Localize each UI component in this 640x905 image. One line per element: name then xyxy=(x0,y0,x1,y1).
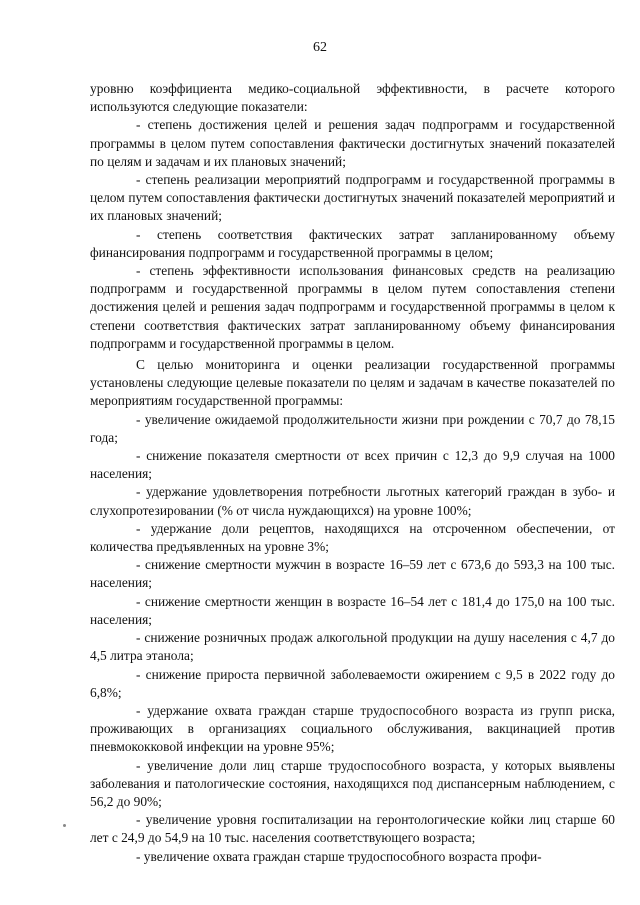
paragraph: - увеличение ожидаемой продолжительности жизни при рождении с 70,7 до 78,15 года; xyxy=(90,411,615,445)
paragraph: - увеличение доли лиц старше трудоспособного возраста, у которых выявлены заболевания и патологические состояния, находящихся под диспансерным наблюдением, с 56,2 до 90%; xyxy=(90,757,615,809)
paragraph: - снижение смертности мужчин в возрасте 16–59 лет с 673,6 до 593,3 на 100 тыс. населения; xyxy=(90,557,615,591)
paragraph: уровню коэффициента медико-социальной эффективности, в расчете которого используются следующие показатели: xyxy=(90,81,615,115)
paragraph: С целью мониторинга и оценки реализации государственной программы установлены следующие целевые показатели по целям и задачам в качестве показателей по мероприятиям государственной программы: xyxy=(90,357,615,409)
paragraph: - снижение прироста первичной заболеваемости ожирением с 9,5 в 2022 году до 6,8%; xyxy=(90,666,615,700)
paragraph: - удержание охвата граждан старше трудоспособного возраста из групп риска, проживающих в организациях социального обслуживания, вакцинацией против пневмококковой инфекции на уровне 95%; xyxy=(90,702,615,755)
paragraph: - степень реализации мероприятий подпрограмм и государственной программы в целом путем сопоставления фактически достигнутых значений показателей мероприятий и их плановых значений; xyxy=(90,172,615,224)
paragraph: - удержание доли рецептов, находящихся на отсроченном обеспечении, от количества предъявленных на уровне 3%; xyxy=(90,520,615,555)
paragraph: - степень достижения целей и решения задач подпрограмм и государственной программы в целом путем сопоставления фактически достигнутых значений показателей по целям и задачам и их плановых значений; xyxy=(90,117,615,169)
page-number: 62 xyxy=(313,40,327,55)
margin-dot xyxy=(63,824,66,827)
paragraph: - степень соответствия фактических затрат запланированному объему финансирования подпрограмм и государственной программы в целом; xyxy=(90,226,615,260)
paragraph: - увеличение уровня госпитализации на геронтологические койки лиц старше 60 лет с 24,9 до 54,9 на 10 тыс. населения соответствующего возраста; xyxy=(90,812,615,846)
paragraph: - степень эффективности использования финансовых средств на реализацию подпрограмм и государственной программы в целом путем сопоставления степени достижения целей и решения задач подпрограмм и государственной программы в целом к степени соответствия фактических затрат запланированному объему финансирования подпрограмм и государственной программы в целом. xyxy=(90,263,615,351)
paragraph: - удержание удовлетворения потребности льготных категорий граждан в зубо- и слухопротезировании (% от числа нуждающихся) на уровне 100%; xyxy=(90,484,615,518)
paragraph: - снижение смертности женщин в возрасте 16–54 лет с 181,4 до 175,0 на 100 тыс. населения; xyxy=(90,593,615,627)
paragraph: - увеличение охвата граждан старше трудоспособного возраста профи- xyxy=(136,848,542,864)
paragraph: - снижение показателя смертности от всех причин с 12,3 до 9,9 случая на 1000 населения; xyxy=(90,448,615,482)
paragraph: - снижение розничных продаж алкогольной продукции на душу населения с 4,7 до 4,5 литра этанола; xyxy=(90,630,615,664)
document-body xyxy=(90,80,615,866)
